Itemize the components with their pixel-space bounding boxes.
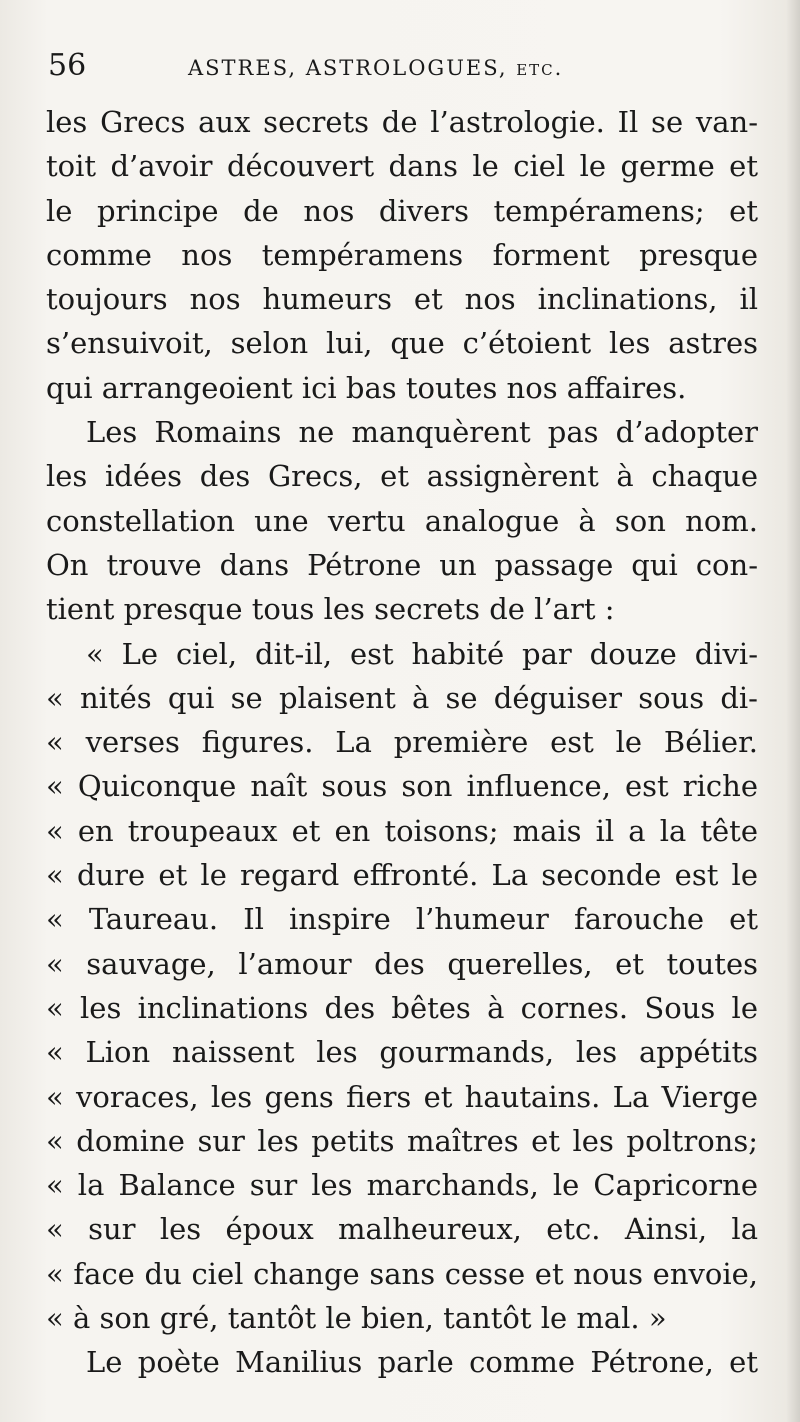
text-line: « les inclinations des bêtes à cornes. Sous le [46, 990, 758, 1025]
body-text [46, 100, 758, 1385]
text-line: « voraces, les gens fiers et hautains. La Vierge [46, 1079, 758, 1114]
text-line: On trouve dans Pétrone un passage qui con- [46, 547, 758, 582]
text-line: « Taureau. Il inspire l’humeur farouche et [46, 902, 758, 937]
text-line: « en troupeaux et en toisons; mais il a la tête [46, 813, 758, 848]
text-line: Le poète Manilius parle comme Pétrone, et [86, 1345, 758, 1380]
running-title: ASTRES, ASTROLOGUES, etc. [188, 56, 564, 80]
text-line: qui arrangeoient ici bas toutes nos affaires. [46, 370, 687, 405]
text-line: « domine sur les petits maîtres et les poltrons; [46, 1123, 758, 1158]
text-line: « verses figures. La première est le Bélier. [46, 725, 758, 760]
text-line: « dure et le regard effronté. La seconde est le [46, 858, 758, 893]
text-line: « Quiconque naît sous son influence, est riche [46, 769, 758, 804]
text-line: toujours nos humeurs et nos inclinations, il [46, 282, 758, 317]
page-header [48, 48, 748, 88]
text-line: les Grecs aux secrets de l’astrologie. Il se van- [46, 105, 758, 139]
text-line: « face du ciel change sans cesse et nous envoie, [46, 1256, 758, 1291]
text-line: le principe de nos divers tempéramens; et [46, 193, 758, 228]
text-line: « Lion naissent les gourmands, les appétits [46, 1035, 758, 1070]
text-line: les idées des Grecs, et assignèrent à chaque [46, 459, 758, 494]
text-line: « à son gré, tantôt le bien, tantôt le mal. » [46, 1301, 667, 1336]
text-line: tient presque tous les secrets de l’art : [46, 592, 615, 627]
text-line: « sur les époux malheureux, etc. Ainsi, la [46, 1212, 758, 1247]
text-line: Les Romains ne manquèrent pas d’adopter [86, 415, 758, 450]
text-line: « Le ciel, dit-il, est habité par douze divi- [86, 636, 758, 671]
text-line: comme nos tempéramens forment presque [46, 237, 758, 272]
page-number: 56 [48, 48, 87, 83]
text-line: « nités qui se plaisent à se déguiser sous di- [46, 680, 758, 715]
text-line: toit d’avoir découvert dans le ciel le germe et [46, 149, 758, 184]
page-edge-shadow [786, 0, 800, 1422]
text-line: constellation une vertu analogue à son nom. [46, 503, 758, 538]
text-line: « la Balance sur les marchands, le Capricorne [46, 1168, 758, 1203]
text-line: s’ensuivoit, selon lui, que c’étoient les astres [46, 326, 758, 361]
text-line: « sauvage, l’amour des querelles, et toutes [46, 946, 758, 981]
